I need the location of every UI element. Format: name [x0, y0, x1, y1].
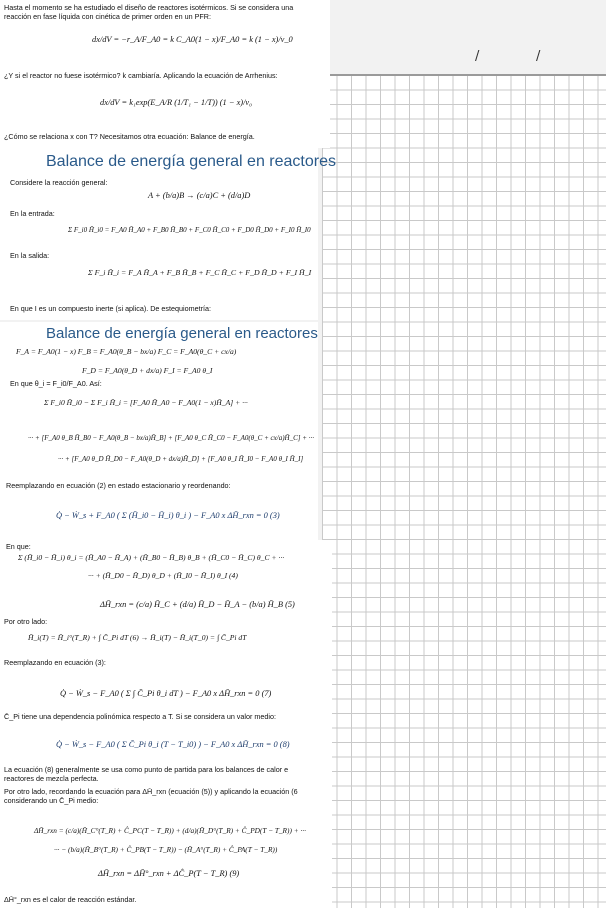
equation-3: Q̇ − Ẇ_s + F_A0 ( Σ (H̄_i0 − H̄_i) θ_i ) − F_A0 x ΔH̄_rxn = 0 (3) [56, 511, 280, 520]
salida-label: En la salida: [10, 251, 50, 260]
equation-pfr: dx/dV = −r_A/F_A0 = k C_A0(1 − x)/F_A0 = k (1 − x)/v_0 [92, 35, 293, 44]
pen-mark: / [475, 49, 480, 64]
equation-expansion-3: ··· + [F_A0 θ_D H̄_D0 − F_A0(θ_D + dx/a)H̄_D] + [F_A0 θ_I H̄_I0 − F_A0 θ_I H̄_I] [58, 455, 304, 463]
theta-text: En que θ_i = F_i0/F_A0. Así: [10, 379, 102, 388]
equation-salida: Σ F_i H̄_i = F_A H̄_A + F_B H̄_B + F_C H̄_C + F_D H̄_D + F_I H̄_I [88, 268, 312, 277]
equation-9a: ΔH̄_rxn = (c/a)(H̄_C°(T_R) + Ĉ_PC(T − T_R)) + (d/a)(H̄_D°(T_R) + Ĉ_PD(T − T_R)) + ··· [34, 826, 306, 835]
equation-7: Q̇ − Ẇ_s − F_A0 ( Σ ∫ C̄_Pi θ_i dT ) − F_A0 x ΔH̄_rxn = 0 (7) [60, 689, 272, 698]
equation-arrhenius: dx/dV = k₁exp(E_A/R (1/T₁ − 1/T)) (1 − x)/v₀ [100, 98, 253, 107]
eq8-note: La ecuación (8) generalmente se usa como punto de partida para los balances de calor e [4, 765, 289, 774]
reemplazando-text: Reemplazando en ecuación (2) en estado estacionario y reordenando: [6, 481, 231, 490]
cp-note: C̄_Pi tiene una dependencia polinómica respecto a T. Si se considera un valor medio: [4, 712, 276, 721]
inert-text: En que I es un compuesto inerte (si aplica). De estequiometría: [10, 304, 211, 313]
equation-4b: ··· + (H̄_D0 − H̄_D) θ_D + (H̄_I0 − H̄_I) θ_I (4) [88, 571, 238, 580]
question-text: ¿Y si el reactor no fuese isotérmico? k cambiaría. Aplicando la ecuación de Arrhenius: [4, 71, 278, 80]
equation-stoich-1: F_A = F_A0(1 − x) F_B = F_A0(θ_B − bx/a) F_C = F_A0(θ_C + cx/a) [16, 347, 237, 356]
reemplazando-3-text: Reemplazando en ecuación (3): [4, 658, 106, 667]
grid-paper [322, 75, 606, 908]
equation-entrada: Σ F_i0 H̄_i0 = F_A0 H̄_A0 + F_B0 H̄_B0 + F_C0 H̄_C0 + F_D0 H̄_D0 + F_I0 H̄_I0 [68, 226, 311, 234]
notes-section-heat [0, 540, 332, 908]
pen-mark: / [536, 49, 541, 64]
intro-text: Hasta el momento se ha estudiado el diseño de reactores isotérmicos. Si se considera una [4, 3, 294, 12]
slide-energy-balance-2 [0, 322, 318, 540]
equation-expansion-2: ··· + [F_A0 θ_B H̄_B0 − F_A0(θ_B − bx/a)H̄_B] + [F_A0 θ_C H̄_C0 − F_A0(θ_C + cx/a)H̄_C] + ··· [28, 434, 314, 442]
equation-expansion-1: Σ F_i0 H̄_i0 − Σ F_i H̄_i = [F_A0 H̄_A0 − F_A0(1 − x)H̄_A] + ··· [44, 398, 248, 407]
equation-6: H̄_i(T) = H̄_i°(T_R) + ∫ C̄_Pi dT (6) → H̄_i(T) − H̄_i(T_0) = ∫ C̄_Pi dT [28, 633, 247, 642]
equation-9b: ··· − (b/a)(H̄_B°(T_R) + Ĉ_PB(T − T_R)) − (H̄_A°(T_R) + Ĉ_PA(T − T_R)) [54, 845, 278, 854]
entrada-label: En la entrada: [10, 209, 55, 218]
slide-title: Balance de energía general en reactores [46, 325, 318, 342]
other-text: Por otro lado, recordando la ecuación para ΔH̄_rxn (ecuación (5)) y aplicando la ecuación (6 [4, 787, 298, 796]
intro-text-2: reacción en fase líquida con cinética de primer orden en un PFR: [4, 12, 211, 21]
other-text-2: considerando un C̄_Pi medio: [4, 796, 99, 805]
grid-top-rule [322, 74, 606, 76]
equation-4a: Σ (H̄_i0 − H̄_i) θ_i = (H̄_A0 − H̄_A) + (H̄_B0 − H̄_B) θ_B + (H̄_C0 − H̄_C) θ_C + ··· [18, 553, 285, 562]
standard-heat-text: ΔH̄°_rxn es el calor de reacción estándar. [4, 895, 137, 904]
eq8-note-2: reactores de mezcla perfecta. [4, 774, 99, 783]
equation-reaction: A + (b/a)B → (c/a)C + (d/a)D [148, 191, 251, 200]
slide-energy-balance-1 [0, 148, 336, 320]
slide-title: Balance de energía general en reactores [46, 153, 336, 170]
question-text-2: ¿Cómo se relaciona x con T? Necesitamos otra ecuación: Balance de energía. [4, 132, 255, 141]
equation-8: Q̇ − Ẇ_s − F_A0 ( Σ C̄_Pi θ_i (T − T_i0) ) − F_A0 x ΔH̄_rxn = 0 (8) [56, 740, 290, 749]
equation-9: ΔH̄_rxn = ΔH̄°_rxn + ΔĈ_P(T − T_R) (9) [98, 869, 240, 878]
otro-lado-text: Por otro lado: [4, 617, 48, 626]
equation-stoich-2: F_D = F_A0(θ_D + dx/a) F_I = F_A0 θ_I [82, 366, 213, 375]
equation-5: ΔH̄_rxn = (c/a) H̄_C + (d/a) H̄_D − H̄_A − (b/a) H̄_B (5) [100, 600, 295, 609]
notes-section-intro [0, 0, 330, 148]
consider-text: Considere la reacción general: [10, 178, 108, 187]
en-que-label: En que: [6, 542, 31, 551]
